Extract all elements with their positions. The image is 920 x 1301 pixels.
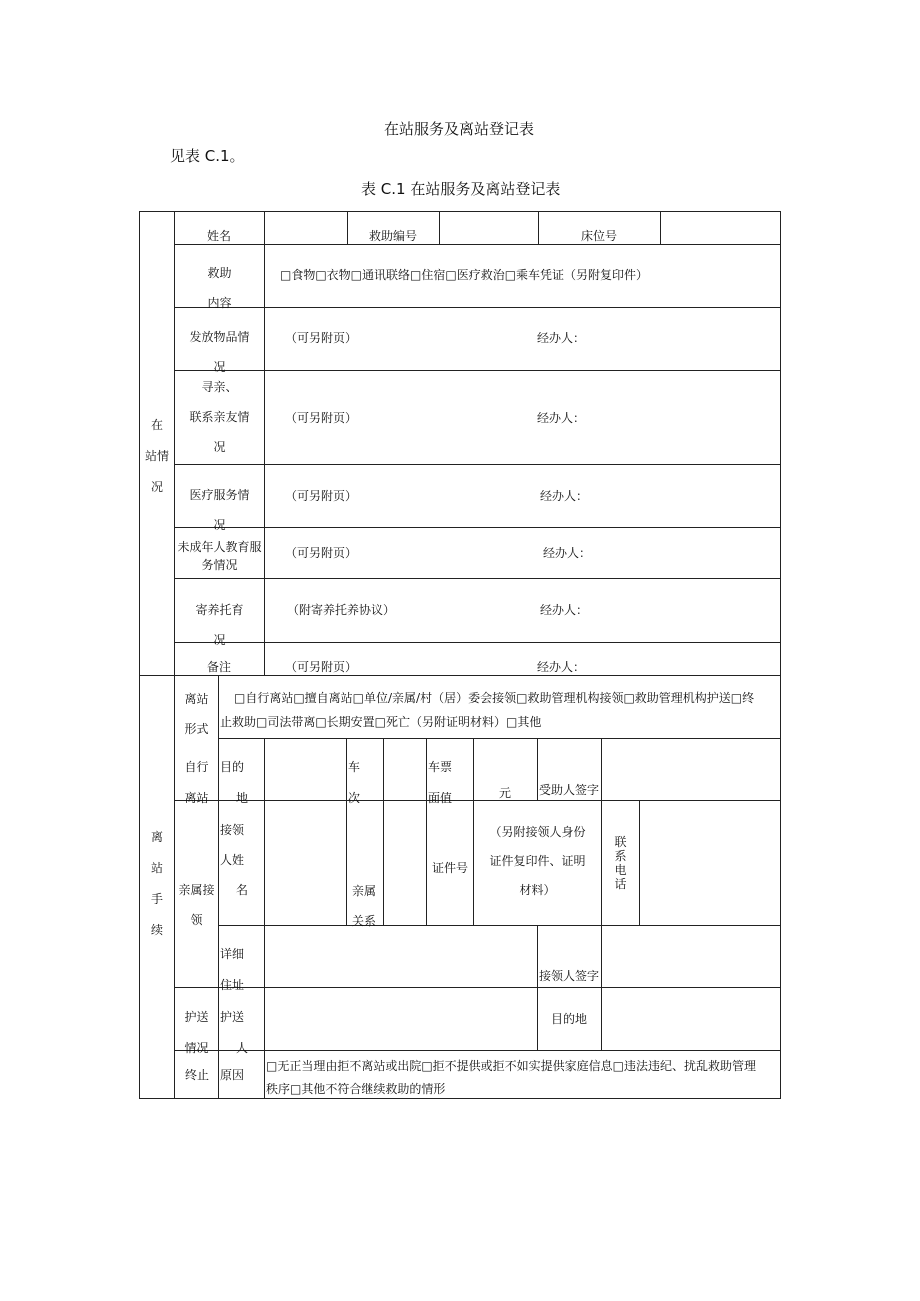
help-label-line: 内容 bbox=[207, 296, 232, 310]
family-label-line: 联系亲友情 bbox=[189, 410, 250, 424]
relation-line: 关系 bbox=[352, 914, 377, 928]
family-label-line: 况 bbox=[213, 440, 226, 454]
help-content-label bbox=[175, 258, 264, 318]
escort-person-label bbox=[220, 1002, 248, 1064]
phone-line: 电 bbox=[614, 863, 627, 877]
relation-label bbox=[352, 876, 376, 936]
departure-form-options-2: 止救助□司法带离□长期安置□死亡（另附证明材料）□其他 bbox=[220, 715, 542, 729]
id-note-line: 材料） bbox=[519, 883, 556, 897]
id-note bbox=[474, 818, 601, 905]
medical-note: （可另附页） bbox=[285, 489, 358, 503]
intro-text: 见表 C.1。 bbox=[170, 147, 245, 165]
foster-label bbox=[175, 595, 264, 655]
departure-form-line: 形式 bbox=[184, 722, 209, 736]
family-label bbox=[175, 372, 264, 462]
phone-line: 话 bbox=[614, 877, 627, 891]
escort-label-line: 护送 bbox=[184, 1010, 209, 1024]
destination-line: 目的 bbox=[220, 760, 245, 774]
escort-destination-label: 目的地 bbox=[551, 1012, 588, 1026]
picker-name-line: 接领 bbox=[220, 823, 245, 837]
help-options: □食物□衣物□通讯联络□住宿□医疗救治□乘车凭证（另附复印件） bbox=[280, 268, 649, 282]
yuan-unit: 元 bbox=[499, 786, 512, 800]
family-label-line: 寻亲、 bbox=[201, 380, 238, 394]
remarks-note: （可另附页） bbox=[285, 660, 358, 674]
goods-label-line: 况 bbox=[213, 360, 226, 374]
self-departure-line: 离站 bbox=[184, 791, 209, 805]
address-label bbox=[220, 939, 244, 1001]
departure-form-options-1: □自行离站□擅自离站□单位/亲属/村（居）委会接领□救助管理机构接领□救助管理机构护送□终 bbox=[234, 691, 755, 705]
departure-section-label bbox=[140, 822, 174, 946]
reason-options-1: □无正当理由拒不离站或出院□拒不提供或拒不如实提供家庭信息□违法违纪、扰乱救助管理 bbox=[266, 1059, 757, 1073]
departure-section-line: 续 bbox=[150, 923, 163, 937]
recipient-sign-label: 受助人签字 bbox=[539, 783, 600, 797]
departure-section-line: 手 bbox=[150, 892, 163, 906]
phone-label bbox=[602, 835, 639, 891]
train-no-line: 次 bbox=[348, 791, 361, 805]
minor-label bbox=[175, 538, 264, 574]
termination-label: 终止 bbox=[185, 1068, 210, 1082]
minor-label-line: 务情况 bbox=[201, 558, 238, 572]
family-pickup-line: 亲属接 bbox=[178, 883, 215, 897]
escort-person-line: 护送 bbox=[220, 1010, 245, 1024]
family-handler: 经办人： bbox=[537, 411, 586, 425]
picker-name-line: 名 bbox=[236, 883, 249, 897]
family-note: （可另附页） bbox=[285, 411, 358, 425]
reason-label: 原因 bbox=[220, 1068, 245, 1082]
departure-form-label bbox=[175, 684, 218, 744]
medical-label-line: 医疗服务情 bbox=[189, 488, 250, 502]
id-note-line: 证件复印件、证明 bbox=[489, 854, 586, 868]
picker-name-label bbox=[220, 815, 248, 905]
escort-label-line: 情况 bbox=[184, 1041, 209, 1055]
destination-line: 地 bbox=[236, 791, 249, 805]
goods-label-line: 发放物品情 bbox=[189, 330, 250, 344]
ticket-value-line: 面值 bbox=[428, 791, 453, 805]
family-pickup-label bbox=[175, 875, 218, 935]
picker-sign-label: 接领人签字 bbox=[539, 969, 600, 983]
reason-options-2: 秩序□其他不符合继续救助的情形 bbox=[266, 1082, 446, 1096]
phone-line: 系 bbox=[614, 849, 627, 863]
foster-label-line: 寄养托育 bbox=[195, 603, 244, 617]
remarks-label: 备注 bbox=[207, 660, 232, 674]
family-pickup-line: 领 bbox=[190, 913, 203, 927]
onsite-section-label bbox=[140, 410, 174, 503]
goods-handler: 经办人： bbox=[537, 331, 586, 345]
address-line: 住址 bbox=[220, 978, 245, 992]
phone-line: 联 bbox=[614, 835, 627, 849]
foster-label-line: 况 bbox=[213, 633, 226, 647]
name-label: 姓名 bbox=[207, 229, 232, 243]
departure-section-line: 离 bbox=[150, 830, 163, 844]
medical-label bbox=[175, 480, 264, 540]
escort-person-line: 人 bbox=[236, 1041, 249, 1055]
onsite-section-line: 站情 bbox=[144, 449, 169, 463]
id-label: 证件号 bbox=[432, 861, 469, 875]
foster-note: （附寄养托养协议） bbox=[287, 603, 396, 617]
train-no-line: 车 bbox=[348, 760, 361, 774]
bed-no-label: 床位号 bbox=[581, 229, 618, 243]
self-departure-label bbox=[175, 752, 218, 814]
help-label-line: 救助 bbox=[207, 266, 232, 280]
destination-label bbox=[220, 752, 248, 814]
ticket-value-line: 车票 bbox=[428, 760, 453, 774]
minor-label-line: 未成年人教育服 bbox=[177, 540, 262, 554]
relation-line: 亲属 bbox=[352, 884, 377, 898]
self-departure-line: 自行 bbox=[184, 760, 209, 774]
page-heading: 在站服务及离站登记表 bbox=[384, 120, 535, 138]
foster-handler: 经办人： bbox=[540, 603, 589, 617]
remarks-handler: 经办人： bbox=[537, 660, 586, 674]
onsite-section-line: 况 bbox=[150, 480, 163, 494]
minor-handler: 经办人： bbox=[543, 546, 592, 560]
picker-name-line: 人姓 bbox=[220, 853, 245, 867]
onsite-section-line: 在 bbox=[150, 418, 163, 432]
goods-note: （可另附页） bbox=[285, 331, 358, 345]
medical-handler: 经办人： bbox=[540, 489, 589, 503]
minor-note: （可另附页） bbox=[285, 546, 358, 560]
table-caption: 表 C.1 在站服务及离站登记表 bbox=[361, 180, 561, 198]
ticket-value-label bbox=[428, 752, 452, 814]
rescue-no-label: 救助编号 bbox=[369, 229, 418, 243]
id-note-line: （另附接领人身份 bbox=[489, 825, 586, 839]
address-line: 详细 bbox=[220, 947, 245, 961]
train-no-label bbox=[348, 752, 360, 814]
departure-form-line: 离站 bbox=[184, 692, 209, 706]
medical-label-line: 况 bbox=[213, 518, 226, 532]
departure-section-line: 站 bbox=[150, 861, 163, 875]
escort-label bbox=[175, 1002, 218, 1064]
